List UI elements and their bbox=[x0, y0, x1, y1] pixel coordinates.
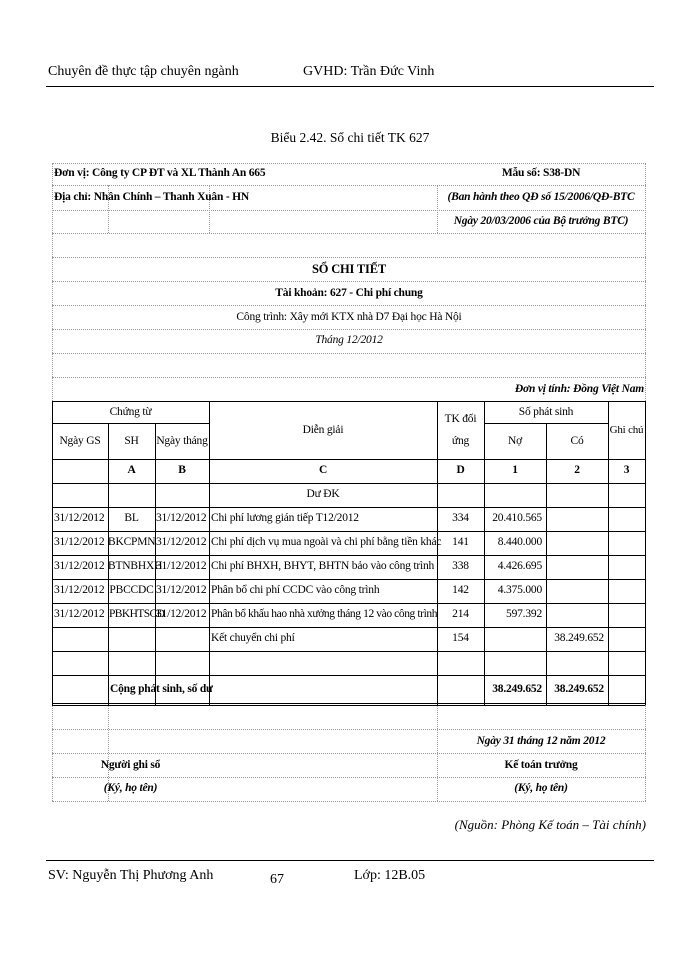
code-cell: C bbox=[318, 464, 328, 476]
source-note: (Nguồn: Phòng Kế toán – Tài chính) bbox=[454, 817, 646, 832]
row-description: Phân bổ chi phí CCDC vào công trình bbox=[211, 584, 380, 596]
table-border bbox=[52, 483, 645, 484]
code-cell: 2 bbox=[574, 464, 580, 476]
row-contra: 214 bbox=[452, 608, 469, 620]
header-rule bbox=[46, 86, 654, 87]
grid-line bbox=[52, 353, 646, 354]
total-debit: 38.249.652 bbox=[492, 683, 542, 695]
row-voucher-date: 31/12/2012 bbox=[156, 608, 207, 620]
header-contra-1: TK đối bbox=[444, 413, 477, 425]
grid-line bbox=[52, 185, 646, 186]
code-cell: D bbox=[456, 464, 465, 476]
total-credit: 38.249.652 bbox=[554, 683, 604, 695]
chief-accountant-title: Kế toán trưởng bbox=[504, 759, 578, 771]
table-border bbox=[52, 603, 645, 604]
row-posting-date: 31/12/2012 bbox=[54, 584, 105, 596]
header-posting-date: Ngày GS bbox=[59, 435, 101, 447]
table-border bbox=[645, 401, 646, 705]
row-description: Chi phí dịch vụ mua ngoài và chi phí bằng tiền khác bbox=[211, 536, 442, 548]
code-cell: A bbox=[127, 464, 136, 476]
row-voucher-date: 31/12/2012 bbox=[156, 560, 207, 572]
recorder-sign: (Ký, họ tên) bbox=[103, 782, 158, 794]
row-voucher-date: 31/12/2012 bbox=[156, 584, 207, 596]
table-border bbox=[52, 705, 645, 706]
header-subject: Chuyên đề thực tập chuyên ngành bbox=[48, 64, 239, 79]
ledger-account: Tài khoản: 627 - Chi phí chung bbox=[275, 287, 423, 299]
header-number: SH bbox=[124, 435, 139, 447]
table-border bbox=[52, 423, 209, 424]
caption: Biểu 2.42. Sổ chi tiết TK 627 bbox=[270, 130, 430, 145]
decision-line-1: (Ban hành theo QĐ số 15/2006/QĐ-BTC bbox=[447, 191, 635, 203]
grid-line bbox=[52, 281, 646, 282]
row-debit: 597.392 bbox=[506, 608, 542, 620]
opening-balance: Dư ĐK bbox=[306, 488, 340, 500]
chief-accountant-sign: (Ký, họ tên) bbox=[514, 782, 568, 794]
table-border bbox=[52, 651, 645, 652]
row-contra: 142 bbox=[452, 584, 469, 596]
grid-line bbox=[645, 705, 646, 801]
code-cell: B bbox=[178, 464, 186, 476]
row-number: BTNBHXH bbox=[108, 560, 163, 572]
table-border bbox=[52, 627, 645, 628]
grid-line bbox=[52, 257, 646, 258]
table-border bbox=[52, 555, 645, 556]
ledger-project: Công trình: Xây mới KTX nhà D7 Đại học Hà Nội bbox=[236, 311, 462, 323]
footer-student: SV: Nguyễn Thị Phương Anh bbox=[48, 868, 214, 883]
table-border bbox=[52, 675, 645, 676]
header-note: Ghi chú bbox=[609, 424, 644, 436]
header-credit: Có bbox=[570, 435, 584, 447]
row-debit: 4.375.000 bbox=[497, 584, 542, 596]
header-debit: Nợ bbox=[508, 435, 522, 447]
row-description: Chi phí lương gián tiếp T12/2012 bbox=[211, 512, 359, 524]
row-number: PBKHTSCĐ bbox=[109, 608, 165, 620]
row-number: BL bbox=[124, 512, 139, 524]
grid-line bbox=[52, 753, 646, 754]
company-address: Địa chỉ: Nhân Chính – Thanh Xuân - HN bbox=[54, 191, 249, 203]
row-posting-date: 31/12/2012 bbox=[54, 536, 105, 548]
table-border bbox=[52, 531, 645, 532]
table-border bbox=[209, 401, 210, 705]
grid-line bbox=[52, 801, 646, 802]
ledger-sheet bbox=[52, 163, 646, 803]
header-amount: Số phát sinh bbox=[518, 406, 574, 418]
header-voucher: Chứng từ bbox=[109, 406, 152, 418]
grid-line bbox=[52, 305, 646, 306]
code-cell: 1 bbox=[512, 464, 518, 476]
table-border bbox=[52, 507, 645, 508]
row-voucher-date: 31/12/2012 bbox=[156, 536, 207, 548]
row-contra: 334 bbox=[452, 512, 469, 524]
total-label: Cộng phát sinh, số dư bbox=[110, 683, 213, 695]
header-voucher-date: Ngày tháng bbox=[156, 435, 208, 447]
grid-line bbox=[52, 210, 646, 211]
header-contra-2: ứng bbox=[451, 435, 470, 447]
row-contra: 141 bbox=[452, 536, 469, 548]
header-description: Diễn giải bbox=[302, 424, 344, 436]
page-number: 67 bbox=[270, 872, 284, 887]
grid-line bbox=[52, 163, 53, 401]
row-description: Chi phí BHXH, BHYT, BHTN bảo vào công trình bbox=[211, 560, 435, 572]
row-posting-date: 31/12/2012 bbox=[54, 608, 105, 620]
footer-rule bbox=[46, 860, 654, 861]
ledger-period: Tháng 12/2012 bbox=[315, 334, 383, 346]
grid-line bbox=[52, 777, 646, 778]
row-description: Kết chuyển chi phí bbox=[211, 632, 295, 644]
row-posting-date: 31/12/2012 bbox=[54, 512, 105, 524]
table-border bbox=[52, 703, 645, 704]
row-voucher-date: 31/12/2012 bbox=[156, 512, 207, 524]
company-unit: Đơn vị: Công ty CP ĐT và XL Thành An 665 bbox=[54, 167, 266, 179]
footer-class: Lớp: 12B.05 bbox=[354, 868, 426, 883]
header-supervisor: GVHD: Trần Đức Vinh bbox=[303, 64, 435, 79]
row-credit: 38.249.652 bbox=[554, 632, 604, 644]
code-cell: 3 bbox=[623, 464, 630, 476]
row-debit: 20.410.565 bbox=[492, 512, 542, 524]
grid-line bbox=[52, 377, 646, 378]
row-number: PBCCDC bbox=[109, 584, 154, 596]
grid-line bbox=[52, 163, 646, 164]
grid-line bbox=[52, 729, 646, 730]
table-border bbox=[608, 401, 609, 705]
signature-date: Ngày 31 tháng 12 năm 2012 bbox=[476, 735, 606, 747]
table-border bbox=[52, 579, 645, 580]
row-contra: 154 bbox=[452, 632, 469, 644]
grid-line bbox=[52, 329, 646, 330]
recorder-title: Người ghi sổ bbox=[100, 759, 161, 771]
form-number: Mẫu số: S38-DN bbox=[501, 167, 581, 179]
ledger-title: SỔ CHI TIẾT bbox=[312, 262, 386, 276]
row-number: BKCPMN bbox=[108, 536, 156, 548]
row-debit: 4.426.695 bbox=[497, 560, 542, 572]
grid-line bbox=[645, 163, 646, 401]
table-border bbox=[52, 459, 645, 460]
row-posting-date: 31/12/2012 bbox=[54, 560, 105, 572]
currency-unit: Đơn vị tính: Đồng Việt Nam bbox=[514, 383, 644, 395]
row-contra: 338 bbox=[452, 560, 469, 572]
row-debit: 8.440.000 bbox=[497, 536, 542, 548]
grid-line bbox=[52, 233, 646, 234]
decision-line-2: Ngày 20/03/2006 của Bộ trưởng BTC) bbox=[453, 215, 629, 227]
table-border bbox=[52, 401, 645, 402]
row-description: Phân bổ khấu hao nhà xưởng tháng 12 vào công trình bbox=[211, 608, 438, 620]
